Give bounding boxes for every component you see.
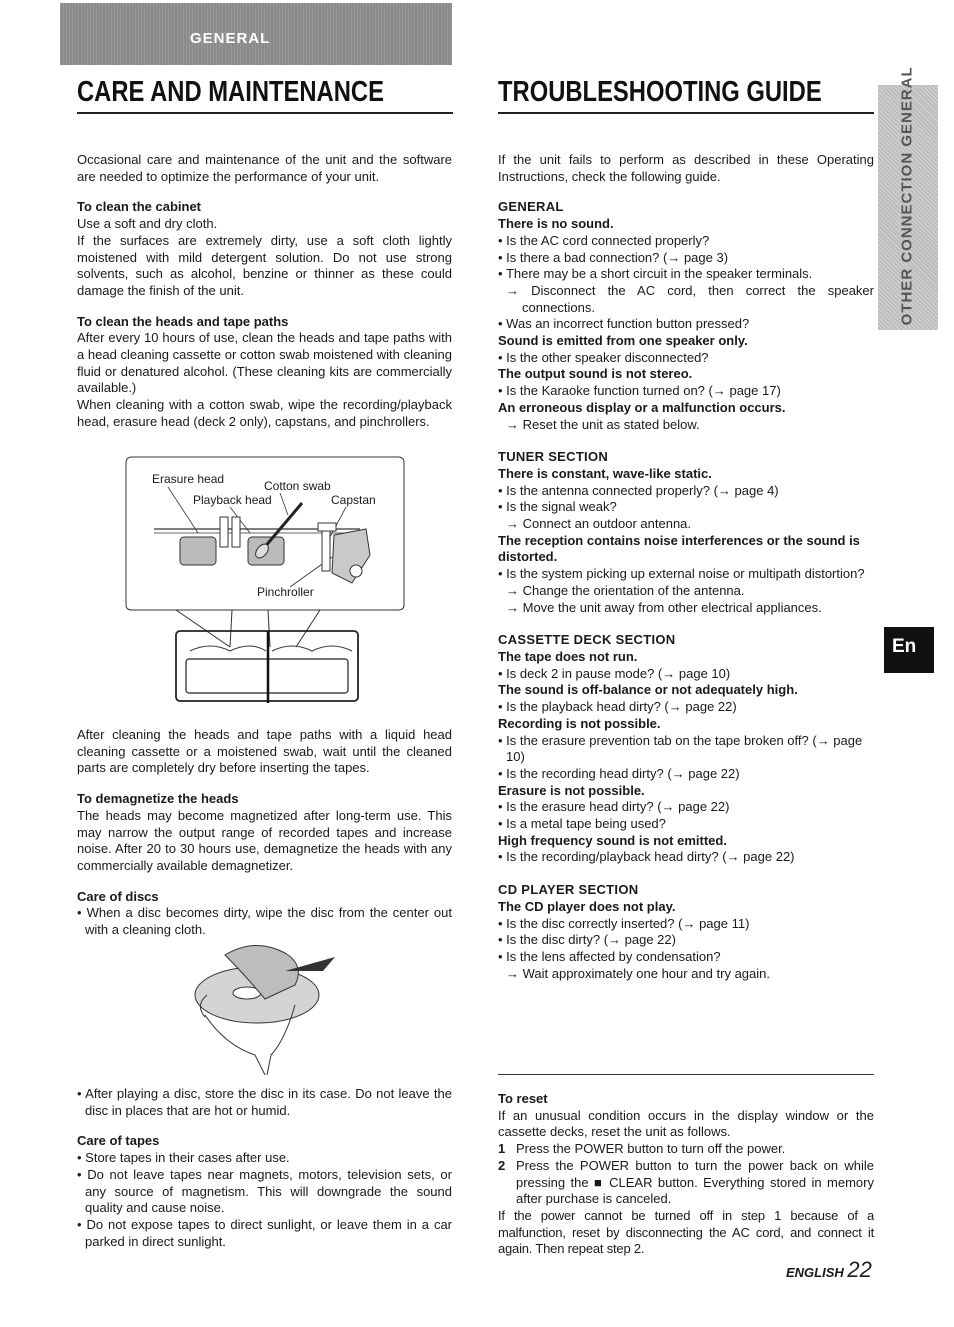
side-tab-label: OTHER CONNECTION GENERAL <box>898 66 916 326</box>
cassette-check-5: • Is the erasure head dirty? (→ page 22) <box>498 799 874 816</box>
general-section-title: GENERAL <box>498 199 564 215</box>
section-banner <box>60 3 452 65</box>
reset-divider <box>498 1074 874 1075</box>
cassette-problem-3: Recording is not possible. <box>498 715 661 731</box>
after-cleaning-text: After cleaning the heads and tape paths with a liquid head cleaning cassette or a moistened swab, wait until the cleaned parts are completely dry before inserting the tapes. <box>77 727 452 776</box>
general-remedy-2: → Reset the unit as stated below. <box>506 416 700 432</box>
label-capstan: Capstan <box>331 493 376 507</box>
reset-step-1 <box>498 1141 874 1158</box>
heads-heading: To clean the heads and tape paths <box>77 313 289 329</box>
cassette-check-3: • Is the erasure prevention tab on the tape broken off? (→ page 10) <box>498 733 874 766</box>
tuner-remedy-1: → Connect an outdoor antenna. <box>506 516 692 532</box>
cassette-problem-5: High frequency sound is not emitted. <box>498 832 727 848</box>
general-check-2: • Is there a bad connection? (→ page 3) <box>498 250 874 267</box>
general-problem-1: There is no sound. <box>498 216 614 232</box>
label-pinchroller: Pinchroller <box>257 585 314 599</box>
discs-bullet-1: • When a disc becomes dirty, wipe the disc from the center out with a cleaning cloth. <box>77 905 452 938</box>
left-title-rule <box>77 112 453 114</box>
footer-language: ENGLISH <box>786 1265 844 1280</box>
general-problem-3: The output sound is not stereo. <box>498 366 693 382</box>
page-footer <box>786 1257 872 1282</box>
page-number: 22 <box>847 1257 872 1282</box>
general-check-1: • Is the AC cord connected properly? <box>498 233 874 250</box>
cd-check-2: • Is the disc dirty? (→ page 22) <box>498 932 874 949</box>
reset-step-1-text: Press the POWER button to turn off the power. <box>516 1141 786 1157</box>
general-remedy-1: → Disconnect the AC cord, then correct the speaker connections. <box>506 282 874 315</box>
right-title: TROUBLESHOOTING GUIDE <box>498 76 822 108</box>
tapes-bullet-3: • Do not expose tapes to direct sunlight, or leave them in a car parked in direct sunlight. <box>77 1217 452 1250</box>
tapes-bullet-1: • Store tapes in their cases after use. <box>77 1150 452 1167</box>
disc-cleaning-figure <box>185 935 350 1075</box>
cabinet-text-1: Use a soft and dry cloth. <box>77 216 218 232</box>
cassette-problem-4: Erasure is not possible. <box>498 782 645 798</box>
reset-step-2 <box>498 1158 874 1208</box>
demag-text: The heads may become magnetized after long-term use. This may narrow the output range of recorded tapes and increase noise. After 20 to 30 hours use, demagnetize the heads with any commercially available demagnetizer. <box>77 807 452 873</box>
care-column-bottom <box>77 1086 452 1250</box>
cassette-check-4: • Is the recording head dirty? (→ page 22) <box>498 766 874 783</box>
care-intro: Occasional care and maintenance of the unit and the software are needed to optimize the performance of your unit. <box>77 152 452 184</box>
cassette-problem-1: The tape does not run. <box>498 648 638 664</box>
heads-text-1: After every 10 hours of use, clean the heads and tape paths with a head cleaning cassette or cotton swab moistened with cleaning fluid or denatured alcohol. (These cleaning kits are commercially available.) <box>77 330 452 396</box>
right-title-rule <box>498 112 874 114</box>
cassette-check-1: • Is deck 2 in pause mode? (→ page 10) <box>498 666 874 683</box>
cassette-problem-2: The sound is off-balance or not adequately high. <box>498 682 798 698</box>
reset-note: If the power cannot be turned off in step 1 because of a malfunction, reset by disconnecting the AC cord, and connect it again. Then repeat step 2. <box>498 1207 874 1257</box>
heads-text-2: When cleaning with a cotton swab, wipe the recording/playback head, erasure head (deck 2 only), capstans, and pinchrollers. <box>77 397 452 429</box>
cassette-section-title: CASSETTE DECK SECTION <box>498 632 676 648</box>
tuner-check-1: • Is the antenna connected properly? (→ page 4) <box>498 483 874 500</box>
tuner-check-3: • Is the system picking up external noise or multipath distortion? <box>498 566 874 583</box>
tuner-remedy-2: → Change the orientation of the antenna. <box>506 582 745 598</box>
reset-heading: To reset <box>498 1091 548 1106</box>
tuner-check-2: • Is the signal weak? <box>498 499 874 516</box>
reset-intro: If an unusual condition occurs in the display window or the cassette decks, reset the unit as follows. <box>498 1107 874 1140</box>
tuner-problem-2: The reception contains noise interferences or the sound is distorted. <box>498 532 860 565</box>
tapes-heading: Care of tapes <box>77 1133 160 1149</box>
general-check-6: • Is the Karaoke function turned on? (→ page 17) <box>498 383 874 400</box>
cabinet-heading: To clean the cabinet <box>77 199 202 215</box>
reset-step-1-number: 1 <box>498 1141 506 1157</box>
cd-problem-1: The CD player does not play. <box>498 898 676 914</box>
tuner-section-title: TUNER SECTION <box>498 449 609 465</box>
language-tab <box>884 627 934 673</box>
cassette-check-6: • Is a metal tape being used? <box>498 816 874 833</box>
label-cotton-swab: Cotton swab <box>264 479 331 493</box>
language-tab-label: En <box>892 636 917 657</box>
discs-heading: Care of discs <box>77 888 159 904</box>
left-title: CARE AND MAINTENANCE <box>77 76 384 108</box>
demag-heading: To demagnetize the heads <box>77 791 239 807</box>
label-erasure-head: Erasure head <box>152 472 225 486</box>
label-playback-head: Playback head <box>193 493 272 507</box>
cd-check-1: • Is the disc correctly inserted? (→ page 11) <box>498 916 874 933</box>
general-problem-4: An erroneous display or a malfunction occurs. <box>498 399 786 415</box>
cd-section-title: CD PLAYER SECTION <box>498 882 639 898</box>
cd-remedy-1: → Wait approximately one hour and try again. <box>506 965 770 981</box>
tuner-problem-1: There is constant, wave-like static. <box>498 465 712 481</box>
cd-check-3: • Is the lens affected by condensation? <box>498 949 874 966</box>
reset-step-2-text: Press the POWER button to turn the power back on while pressing the ■ CLEAR button. Everything stored in memory after purchase is canceled. <box>516 1157 874 1207</box>
general-problem-2: Sound is emitted from one speaker only. <box>498 333 748 349</box>
general-check-4: • Was an incorrect function button pressed? <box>498 316 874 333</box>
cassette-check-7: • Is the recording/playback head dirty? (→ page 22) <box>498 849 874 866</box>
trouble-column <box>498 152 874 982</box>
general-check-3: • There may be a short circuit in the speaker terminals. <box>498 266 874 283</box>
cassette-check-2: • Is the playback head dirty? (→ page 22) <box>498 699 874 716</box>
discs-bullet-2: • After playing a disc, store the disc in its case. Do not leave the disc in places that are hot or humid. <box>77 1086 452 1119</box>
cabinet-text-2: If the surfaces are extremely dirty, use a soft cloth lightly moistened with mild detergent solution. Do not use strong solvents, such as alcohol, benzine or thinner as these could damage the finish of the unit. <box>77 232 452 298</box>
reset-step-2-number: 2 <box>498 1157 506 1173</box>
side-section-tab <box>878 66 938 330</box>
general-check-5: • Is the other speaker disconnected? <box>498 350 874 367</box>
reset-block <box>498 1091 874 1258</box>
care-column-top <box>77 152 452 431</box>
banner-label: GENERAL <box>190 30 271 47</box>
care-column-middle <box>77 727 452 939</box>
tapes-bullet-2: • Do not leave tapes near magnets, motors, television sets, or any source of magnetism. This will downgrade the sound quality and cause noise. <box>77 1167 452 1217</box>
tuner-remedy-3: → Move the unit away from other electrical appliances. <box>506 599 822 615</box>
trouble-intro: If the unit fails to perform as described in these Operating Instructions, check the following guide. <box>498 152 874 184</box>
